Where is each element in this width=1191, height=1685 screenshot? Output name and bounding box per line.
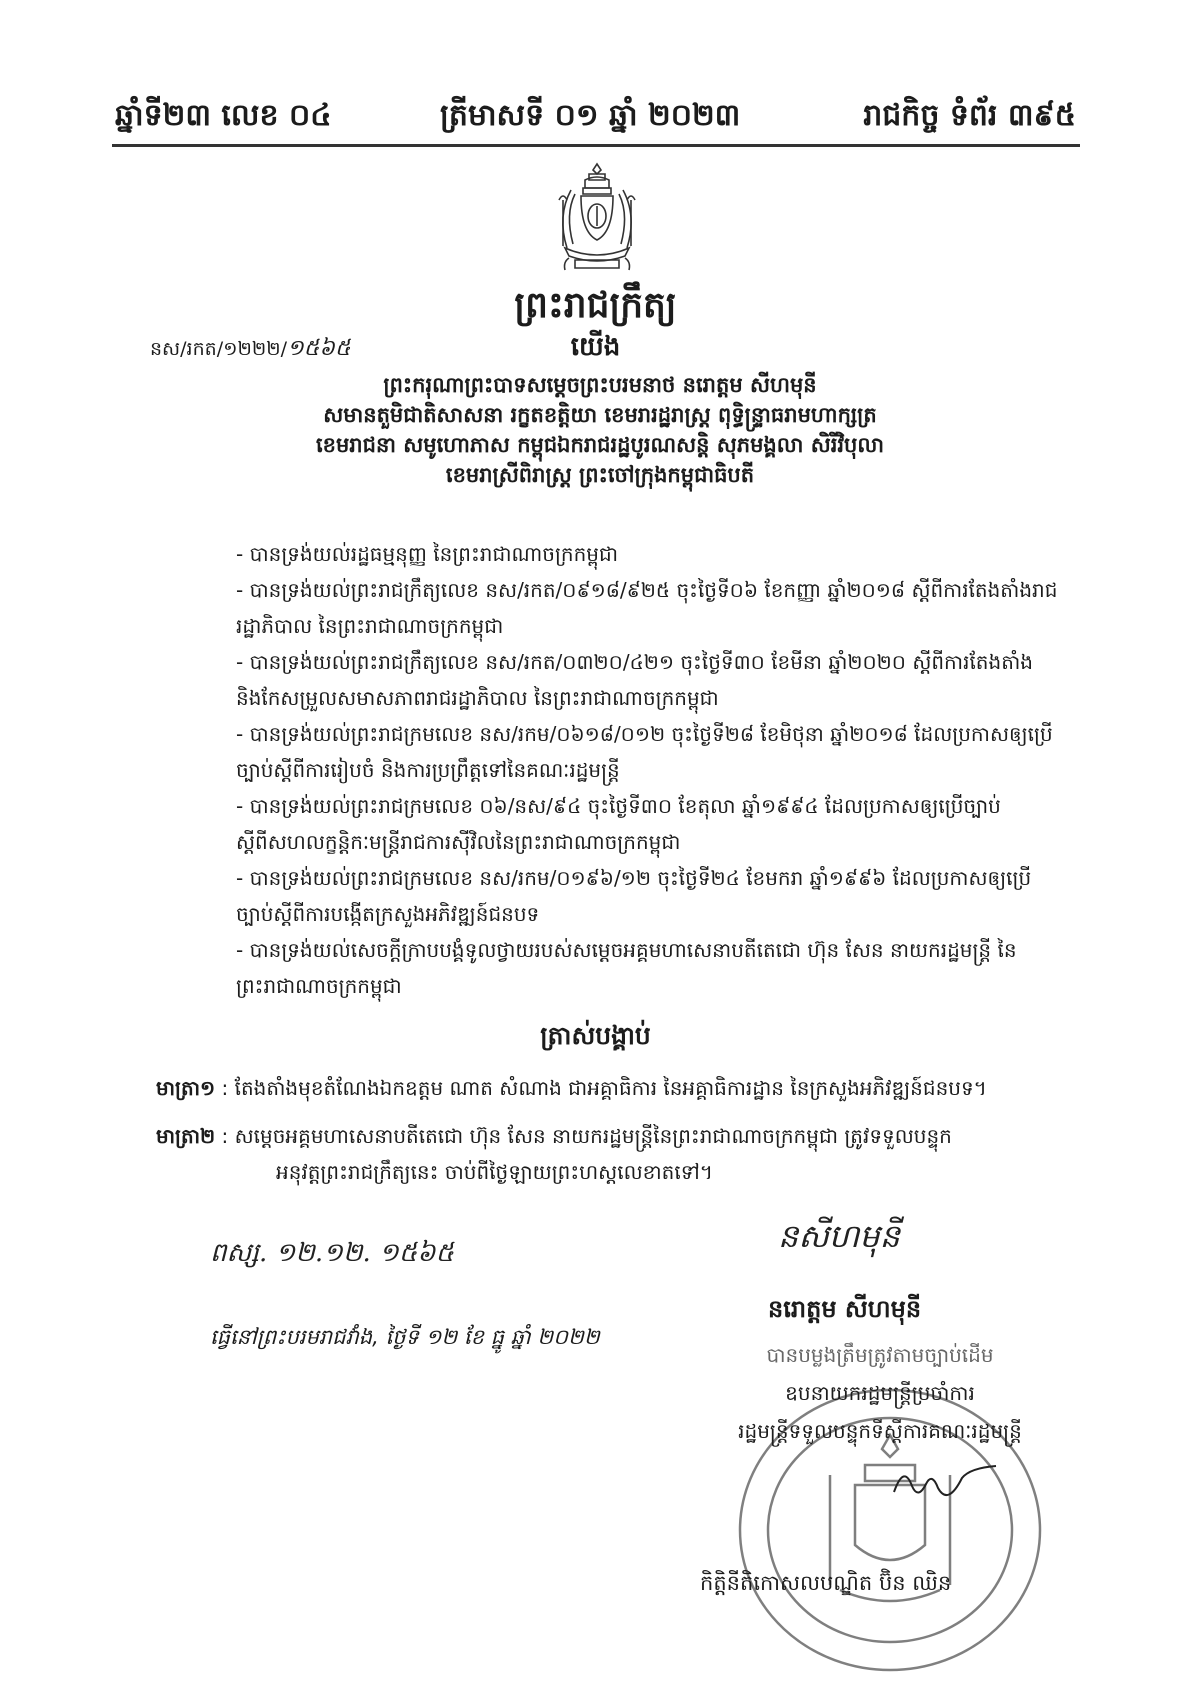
considerations-list: [236, 536, 1066, 1004]
consideration-item: - បានទ្រង់យល់ព្រះរាជក្រឹត្យលេខ នស/រកត/០៣២០/៤២១ ចុះថ្ងៃទី៣០ ខែមីនា ឆ្នាំ២០២០ ស្តីពីការតែងតាំង និងកែសម្រួលសមាសភាពរាជរដ្ឋាភិបាល នៃព្រះរាជាណាចក្រកម្ពុជា: [236, 644, 1066, 716]
handwritten-note: ពស្ស. ១២.១២. ១៥៦៥: [210, 1238, 454, 1268]
consideration-item: - បានទ្រង់យល់ព្រះរាជក្រមលេខ នស/រកម/០៦១៨/០១២ ចុះថ្ងៃទី២៨ ខែមិថុនា ឆ្នាំ២០១៨ ដែលប្រកាសឲ្យប្រើច្បាប់ស្តីពីការរៀបចំ និងការប្រព្រឹត្តទៅនៃគណៈរដ្ឋមន្ត្រី: [236, 716, 1066, 788]
royal-title-line: ខេមរាស្រីពិរាស្ត្រ ព្រះចៅក្រុងកម្ពុជាធិបតី: [445, 463, 755, 487]
royal-coat-of-arms-icon: [545, 160, 650, 278]
article-1: [156, 1070, 1076, 1106]
minister-title: រដ្ឋមន្ត្រីទទួលបន្ទុកទីស្តីការគណៈរដ្ឋមន្ត្រី: [738, 1419, 1022, 1443]
article-label: មាត្រា២: [156, 1124, 216, 1148]
minister-signature-icon: [890, 1462, 1000, 1502]
minister-name: កិត្តិនីតិកោសលបណ្ឌិត ប៊ិន ឈិន: [700, 1571, 952, 1595]
header-divider: [112, 144, 1080, 147]
article-label: មាត្រា១: [156, 1076, 216, 1100]
decree-number-handwritten: ១៥៦៥: [287, 336, 351, 361]
royal-title-line: ខេមរាជនា សមូហោភាស កម្ពុជឯករាជរដ្ឋបូរណសន្តិ សុភមង្គលា សិរីវិបុលា: [315, 433, 885, 457]
subject-we: យើង: [570, 332, 621, 362]
header-issue: ឆ្នាំទី២៣ លេខ ០៤: [115, 98, 332, 133]
header-quarter: ត្រីមាសទី ០១ ឆ្នាំ ២០២៣: [440, 98, 741, 133]
article-2: [156, 1118, 1076, 1190]
article-text-continuation: អនុវត្តព្រះរាជក្រឹត្យនេះ ចាប់ពីថ្ងៃឡាយព្រះហស្តលេខាតទៅ។: [276, 1160, 713, 1184]
royal-titles: [200, 370, 1000, 490]
consideration-item: - បានទ្រង់យល់រដ្ឋធម្មនុញ្ញ នៃព្រះរាជាណាចក្រកម្ពុជា: [236, 536, 1066, 572]
place-date: ធ្វើនៅព្រះបរមរាជវាំង, ថ្ងៃទី ១២ ខែ ធ្នូ ឆ្នាំ ២០២២: [210, 1325, 600, 1349]
royal-title-line: ព្រះករុណាព្រះបាទសម្តេចព្រះបរមនាថ នរោត្តម សីហមុនី: [383, 373, 817, 397]
document-title: ព្រះរាជក្រឹត្យ: [514, 285, 677, 326]
consideration-item: - បានទ្រង់យល់ព្រះរាជក្រមលេខ ០៦/នស/៩៤ ចុះថ្ងៃទី៣០ ខែតុលា ឆ្នាំ១៩៩៤ ដែលប្រកាសឲ្យប្រើច្បាប់ស្តីពីសហលក្ខន្តិកៈមន្ត្រីរាជការស៊ីវិលនៃព្រះរាជាណាចក្រកម្ពុជា: [236, 788, 1066, 860]
article-text: : សម្តេចអគ្គមហាសេនាបតីតេជោ ហ៊ុន សែន នាយករដ្ឋមន្ត្រីនៃព្រះរាជាណាចក្រកម្ពុជា ត្រូវទទួលបន្ទុក: [221, 1124, 952, 1148]
signatory-name: នរោត្តម សីហមុនី: [768, 1295, 922, 1323]
article-text: : តែងតាំងមុខតំណែងឯកឧត្តម ណាត សំណាង ជាអគ្គាធិការ នៃអគ្គាធិការដ្ឋាន នៃក្រសួងអភិវឌ្ឍន៍ជនបទ។: [221, 1076, 987, 1100]
section-title-decrees: ត្រាស់បង្គាប់: [540, 1021, 651, 1050]
header-page: រាជកិច្ច ទំព័រ ៣៩៥: [863, 98, 1076, 133]
decree-number-prefix: នស/រកត/១២២២/: [150, 338, 288, 360]
certified-copy-note: បានបម្លងត្រឹមត្រូវតាមច្បាប់ដើម: [766, 1343, 994, 1367]
royal-title-line: សមានតួមិជាតិសាសនា រក្ខតខត្តិយា ខេមរារដ្ឋរាស្ត្រ ពុទ្ធិន្ទ្រាធរាមហាក្សត្រ: [323, 403, 877, 427]
king-signature: នសីហមុនី: [778, 1217, 900, 1255]
consideration-item: - បានទ្រង់យល់សេចក្តីក្រាបបង្គំទូលថ្វាយរបស់សម្តេចអគ្គមហាសេនាបតីតេជោ ហ៊ុន សែន នាយករដ្ឋមន្ត្រី នៃព្រះរាជាណាចក្រកម្ពុជា: [236, 932, 1066, 1004]
consideration-item: - បានទ្រង់យល់ព្រះរាជក្រមលេខ នស/រកម/០១៩៦/១២ ចុះថ្ងៃទី២៤ ខែមករា ឆ្នាំ១៩៩៦ ដែលប្រកាសឲ្យប្រើច្បាប់ស្តីពីការបង្កើតក្រសួងអភិវឌ្ឍន៍ជនបទ: [236, 860, 1066, 932]
deputy-prime-minister-title: ឧបនាយករដ្ឋមន្ត្រីប្រចាំការ: [785, 1381, 975, 1405]
consideration-item: - បានទ្រង់យល់ព្រះរាជក្រឹត្យលេខ នស/រកត/០៩១៨/៩២៥ ចុះថ្ងៃទី០៦ ខែកញ្ញា ឆ្នាំ២០១៨ ស្តីពីការតែងតាំងរាជរដ្ឋាភិបាល នៃព្រះរាជាណាចក្រកម្ពុជា: [236, 572, 1066, 644]
